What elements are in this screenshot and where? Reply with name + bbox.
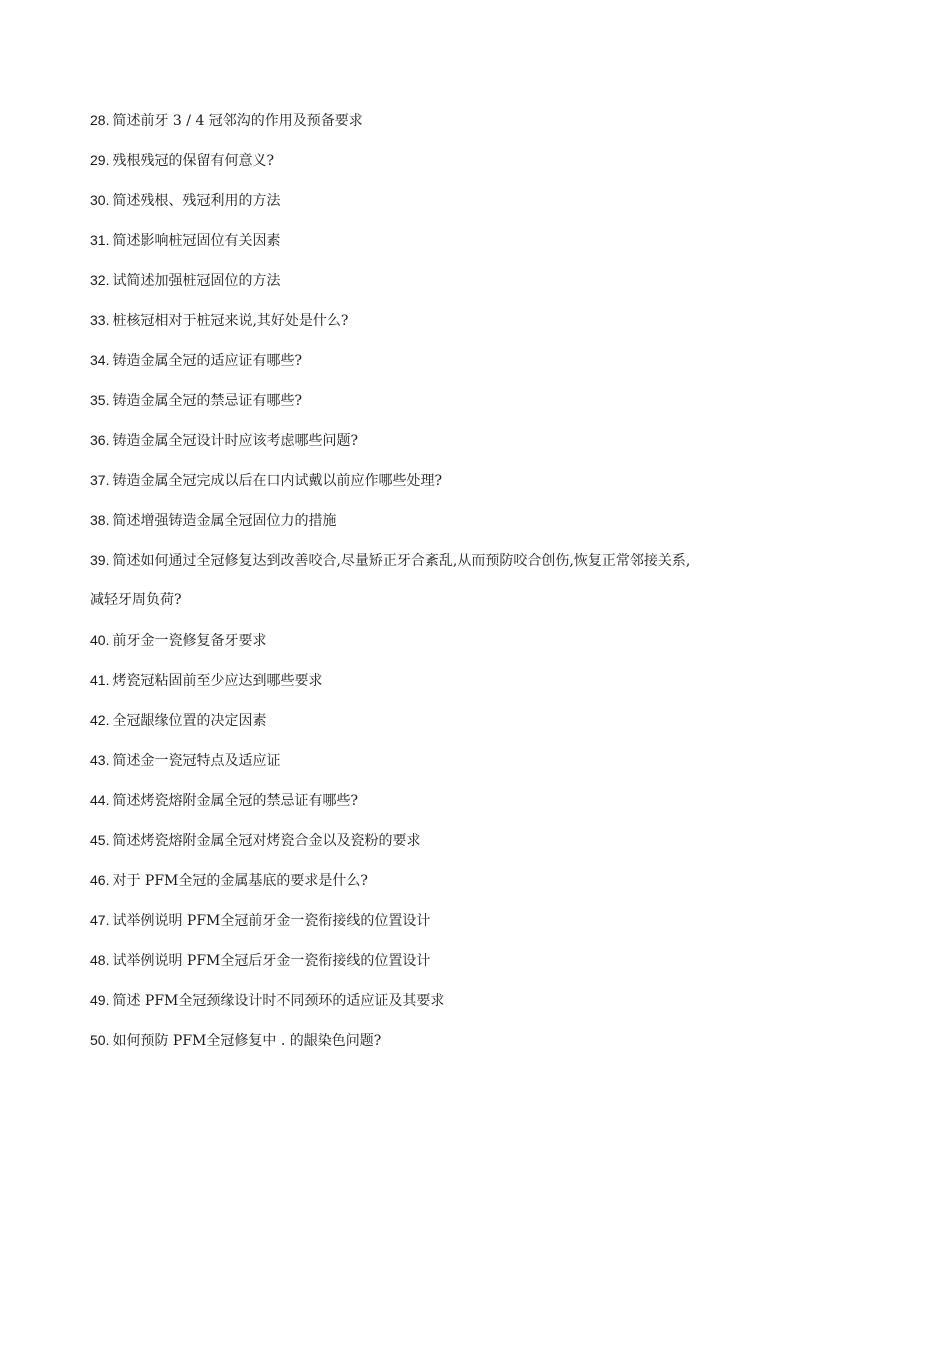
- question-text: 铸造金属全冠完成以后在口内试戴以前应作哪些处理?: [112, 473, 442, 489]
- question-number: 40.: [90, 632, 110, 648]
- question-item: [90, 428, 870, 468]
- question-item: [90, 468, 870, 508]
- question-list: [90, 108, 870, 1068]
- question-text: 简述增强铸造金属全冠固位力的措施: [112, 513, 337, 529]
- question-number: 36.: [90, 432, 110, 448]
- question-item: [90, 308, 870, 348]
- question-text: 试简述加强桩冠固位的方法: [112, 273, 281, 289]
- question-text: 铸造金属全冠的适应证有哪些?: [112, 353, 302, 369]
- question-text: 简述烤瓷熔附金属全冠的禁忌证有哪些?: [112, 793, 358, 809]
- question-item: [90, 188, 870, 228]
- question-text: 铸造金属全冠设计时应该考虑哪些问题?: [112, 433, 358, 449]
- question-item: [90, 668, 870, 708]
- question-continuation: [90, 588, 870, 628]
- question-text: 烤瓷冠粘固前至少应达到哪些要求: [112, 673, 323, 689]
- question-item: [90, 708, 870, 748]
- question-text: 试举例说明 PFM全冠前牙金一瓷衔接线的位置设计: [112, 913, 431, 929]
- question-text: 全冠龈缘位置的决定因素: [112, 713, 267, 729]
- question-number: 35.: [90, 392, 110, 408]
- question-item: [90, 348, 870, 388]
- question-number: 45.: [90, 832, 110, 848]
- question-text: 简述前牙 3 / 4 冠邻沟的作用及预备要求: [112, 113, 363, 129]
- question-number: 33.: [90, 312, 110, 328]
- question-number: 49.: [90, 992, 110, 1008]
- question-item: [90, 748, 870, 788]
- question-text: 桩核冠相对于桩冠来说,其好处是什么?: [112, 313, 349, 329]
- question-number: 38.: [90, 512, 110, 528]
- question-text: 简述金一瓷冠特点及适应证: [112, 753, 281, 769]
- question-item: [90, 508, 870, 548]
- question-item: [90, 228, 870, 268]
- question-item: [90, 548, 870, 588]
- question-item: [90, 1028, 870, 1068]
- question-item: [90, 628, 870, 668]
- question-text: 试举例说明 PFM全冠后牙金一瓷衔接线的位置设计: [112, 953, 431, 969]
- question-number: 42.: [90, 712, 110, 728]
- question-text-continuation: 减轻牙周负荷?: [90, 592, 182, 608]
- question-text: 简述 PFM全冠颈缘设计时不同颈环的适应证及其要求: [112, 993, 445, 1009]
- question-number: 39.: [90, 552, 110, 568]
- question-item: [90, 108, 870, 148]
- question-item: [90, 828, 870, 868]
- question-item: [90, 948, 870, 988]
- question-text: 残根残冠的保留有何意义?: [112, 153, 274, 169]
- question-item: [90, 788, 870, 828]
- question-number: 50.: [90, 1032, 110, 1048]
- question-number: 31.: [90, 232, 110, 248]
- question-item: [90, 148, 870, 188]
- question-number: 48.: [90, 952, 110, 968]
- question-text: 简述影响桩冠固位有关因素: [112, 233, 281, 249]
- question-text: 简述残根、残冠利用的方法: [112, 193, 281, 209]
- question-item: [90, 908, 870, 948]
- question-number: 29.: [90, 152, 110, 168]
- question-number: 41.: [90, 672, 110, 688]
- question-text: 简述如何通过全冠修复达到改善咬合,尽量矫正牙合紊乱,从而预防咬合创伤,恢复正常邻接关系,: [112, 553, 691, 569]
- question-number: 30.: [90, 192, 110, 208]
- question-number: 46.: [90, 872, 110, 888]
- question-text: 铸造金属全冠的禁忌证有哪些?: [112, 393, 302, 409]
- question-item: [90, 388, 870, 428]
- question-number: 37.: [90, 472, 110, 488]
- question-number: 44.: [90, 792, 110, 808]
- question-text: 前牙金一瓷修复备牙要求: [112, 633, 267, 649]
- question-text: 对于 PFM全冠的金属基底的要求是什么?: [112, 873, 368, 889]
- question-item: [90, 988, 870, 1028]
- question-number: 47.: [90, 912, 110, 928]
- question-number: 34.: [90, 352, 110, 368]
- question-number: 32.: [90, 272, 110, 288]
- question-item: [90, 868, 870, 908]
- question-number: 43.: [90, 752, 110, 768]
- question-text: 简述烤瓷熔附金属全冠对烤瓷合金以及瓷粉的要求: [112, 833, 421, 849]
- question-text: 如何预防 PFM全冠修复中 . 的龈染色问题?: [112, 1033, 382, 1049]
- question-item: [90, 268, 870, 308]
- question-number: 28.: [90, 112, 110, 128]
